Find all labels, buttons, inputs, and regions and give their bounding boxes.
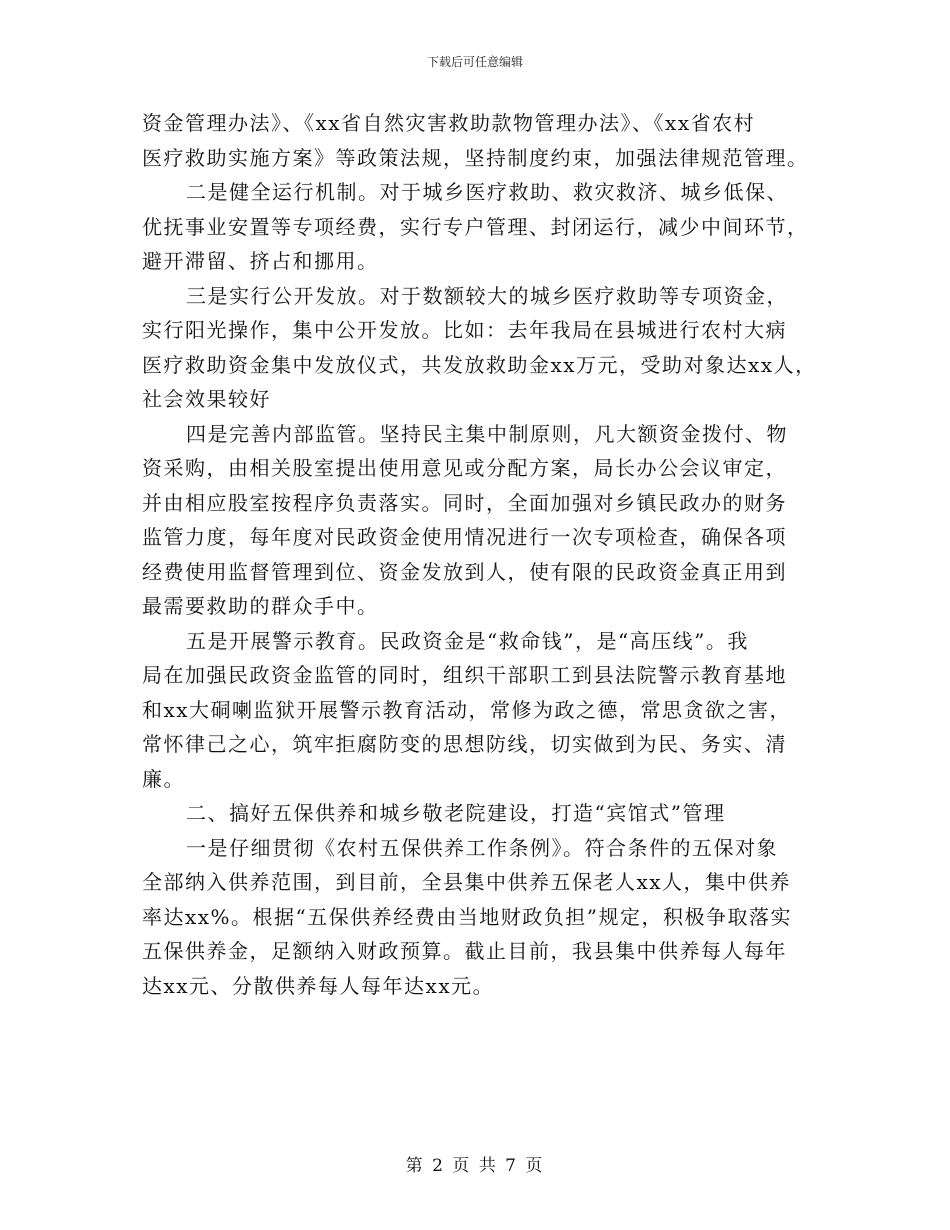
text-line: 医疗救助实施方案》等政策法规，坚持制度约束，加强法律规范管理。 (142, 145, 809, 170)
text-line: 五是开展警示教育。民政资金是“救命钱”，是“高压线”。我 (186, 628, 749, 653)
text-line: 局在加强民政资金监管的同时，组织干部职工到县法院警示教育基地 (142, 663, 787, 687)
text-line: 二、搞好五保供养和城乡敬老院建设，打造“宾馆式”管理 (186, 801, 726, 825)
text-line: 社会效果较好 (142, 387, 271, 411)
text-line: 全部纳入供养范围，到目前，全县集中供养五保老人xx人，集中供养 (142, 870, 792, 894)
page-number-footer: 第 2 页 共 7 页 (405, 1156, 545, 1176)
text-line: 率达xx%。根据“五保供养经费由当地财政负担”规定，积极争取落实 (142, 904, 793, 929)
text-line: 常怀律己之心，筑牢拒腐防变的思想防线，切实做到为民、务实、清 (142, 732, 787, 756)
text-line: 并由相应股室按程序负责落实。同时，全面加强对乡镇民政办的财务 (142, 490, 787, 515)
text-line: 资金管理办法》、《xx省自然灾害救助款物管理办法》、《xx省农村 (142, 111, 756, 135)
text-line: 优抚事业安置等专项经费，实行专户管理、封闭运行，减少中间环节， (142, 214, 809, 239)
text-line: 四是完善内部监管。坚持民主集中制原则，凡大额资金拨付、物 (186, 421, 788, 446)
document-body (142, 106, 832, 1003)
text-line: 实行阳光操作，集中公开发放。比如：去年我局在县城进行农村大病 (142, 318, 787, 342)
text-line: 资采购，由相关股室提出使用意见或分配方案，局长办公会议审定， (142, 456, 787, 480)
text-line: 和xx大硐喇监狱开展警示教育活动，常修为政之德，常思贪欲之害， (142, 697, 792, 722)
page-header-note: 下载后可任意编辑 (426, 55, 523, 69)
text-line: 最需要救助的群众手中。 (142, 594, 379, 618)
text-line: 达xx元、分散供养每人每年达xx元。 (142, 973, 495, 998)
text-line: 五保供养金，足额纳入财政预算。截止目前，我县集中供养每人每年 (142, 939, 787, 963)
text-line: 三是实行公开发放。对于数额较大的城乡医疗救助等专项资金， (186, 283, 788, 308)
text-line: 医疗救助资金集中发放仪式，共发放救助金xx万元，受助对象达xx人， (142, 352, 817, 377)
text-line: 监管力度，每年度对民政资金使用情况进行一次专项检查，确保各项 (142, 525, 787, 549)
text-line: 廉。 (142, 766, 185, 791)
text-line: 经费使用监督管理到位、资金发放到人，使有限的民政资金真正用到 (142, 559, 787, 584)
text-line: 一是仔细贯彻《农村五保供养工作条例》。符合条件的五保对象 (186, 835, 778, 860)
text-line: 避开滞留、挤占和挪用。 (142, 249, 379, 273)
text-line: 二是健全运行机制。对于城乡医疗救助、救灾救济、城乡低保、 (186, 180, 788, 204)
